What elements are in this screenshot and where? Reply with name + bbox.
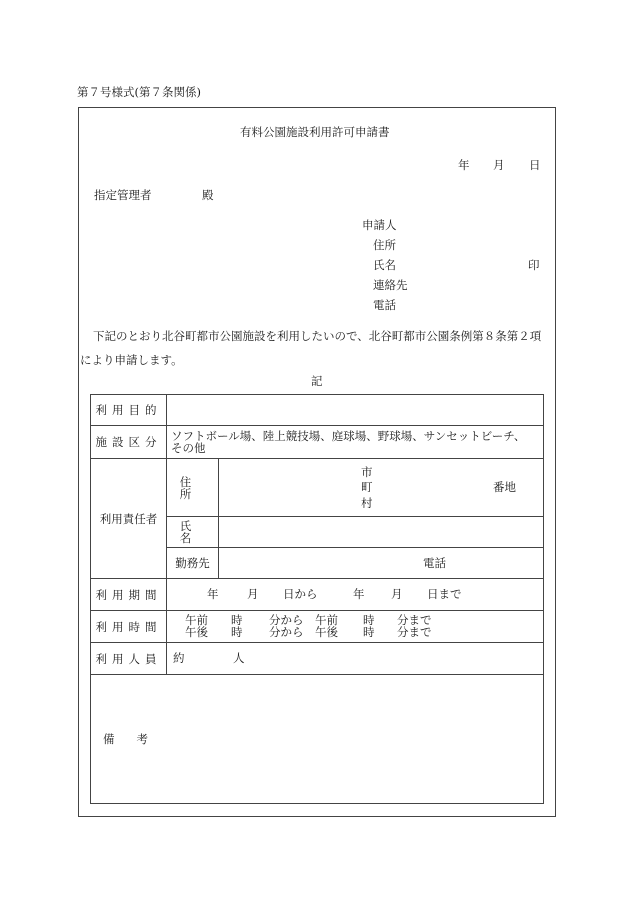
- body-text-line2: により申請します。: [80, 353, 183, 367]
- remarks-field[interactable]: [91, 675, 544, 804]
- time-am-start: 午前: [185, 613, 208, 627]
- time-label: 利用時間: [95, 619, 162, 634]
- city-label: 市: [361, 465, 373, 479]
- applicant-name-label: 氏名: [373, 258, 396, 272]
- period-month-1: 月: [247, 587, 259, 601]
- workplace-field[interactable]: [219, 548, 544, 579]
- time-pm-start: 午後: [185, 625, 208, 639]
- addressee-label: 指定管理者: [94, 188, 152, 202]
- remarks-label: 備考: [103, 732, 170, 746]
- facility-label: 施設区分: [95, 435, 162, 449]
- people-field[interactable]: [167, 643, 544, 675]
- time-am-min: 分から: [269, 613, 304, 627]
- purpose-field[interactable]: [167, 395, 544, 426]
- name-field[interactable]: [219, 517, 544, 548]
- time-pm-end: 午後: [315, 625, 338, 639]
- period-month-2: 月: [391, 587, 403, 601]
- address-label-cell: [167, 459, 219, 517]
- workplace-phone-label: 電話: [423, 556, 446, 570]
- date-day: 日: [529, 158, 541, 172]
- period-label: 利用期間: [95, 587, 162, 602]
- workplace-label-cell: [167, 548, 219, 579]
- period-field[interactable]: [167, 579, 544, 611]
- time-label-cell: [91, 611, 167, 643]
- period-year-1: 年: [207, 587, 219, 601]
- ki-label: 記: [311, 374, 323, 388]
- time-pm-hour-2: 時: [363, 625, 375, 639]
- period-label-cell: [91, 579, 167, 611]
- address-label: 住所: [179, 474, 206, 501]
- purpose-label-cell: [91, 395, 167, 426]
- responsible-label: 利用責任者: [99, 511, 158, 526]
- town-label: 町: [361, 480, 373, 494]
- time-pm-hour: 時: [231, 625, 243, 639]
- village-label: 村: [361, 496, 373, 510]
- body-text-line1: 下記のとおり北谷町都市公園施設を利用したいので、北谷町都市公園条例第８条第２項: [93, 329, 542, 343]
- purpose-label: 利用目的: [95, 403, 162, 417]
- name-label: 氏名: [179, 519, 206, 545]
- form-number: 第７号様式(第７条関係): [77, 85, 201, 99]
- people-unit: 人: [233, 651, 245, 665]
- people-label: 利用人員: [95, 651, 162, 666]
- applicant-address-label: 住所: [373, 238, 396, 252]
- period-day-1: 日から: [283, 587, 318, 601]
- workplace-label: 勤務先: [175, 556, 210, 570]
- responsible-label-cell: [91, 459, 167, 579]
- period-day-2: 日まで: [427, 587, 462, 601]
- time-am-hour: 時: [231, 613, 243, 627]
- time-am-min-2: 分まで: [397, 613, 432, 627]
- facility-options-line1: ソフトボール場、陸上競技場、庭球場、野球場、サンセットビーチ、: [171, 429, 526, 443]
- facility-options-line2: その他: [171, 441, 206, 455]
- people-label-cell: [91, 643, 167, 675]
- facility-label-cell: [91, 426, 167, 459]
- application-table: [90, 394, 544, 804]
- people-approx: 約: [173, 651, 185, 665]
- facility-field[interactable]: [167, 426, 544, 459]
- time-am-hour-2: 時: [363, 613, 375, 627]
- time-pm-min: 分から: [269, 625, 304, 639]
- period-year-2: 年: [353, 587, 365, 601]
- applicant-phone-label: 電話: [373, 298, 396, 312]
- time-field[interactable]: [167, 611, 544, 643]
- date-year: 年: [458, 158, 470, 172]
- time-pm-min-2: 分まで: [397, 625, 432, 639]
- applicant-contact-label: 連絡先: [373, 278, 408, 292]
- form-title: 有料公園施設利用許可申請書: [240, 125, 390, 139]
- applicant-heading: 申請人: [362, 218, 397, 232]
- banchi-label: 番地: [493, 480, 516, 494]
- date-month: 月: [493, 158, 505, 172]
- address-field[interactable]: [219, 459, 544, 517]
- time-am-end: 午前: [315, 613, 338, 627]
- applicant-seal: 印: [528, 258, 540, 272]
- addressee-honorific: 殿: [202, 188, 214, 202]
- name-label-cell: [167, 517, 219, 548]
